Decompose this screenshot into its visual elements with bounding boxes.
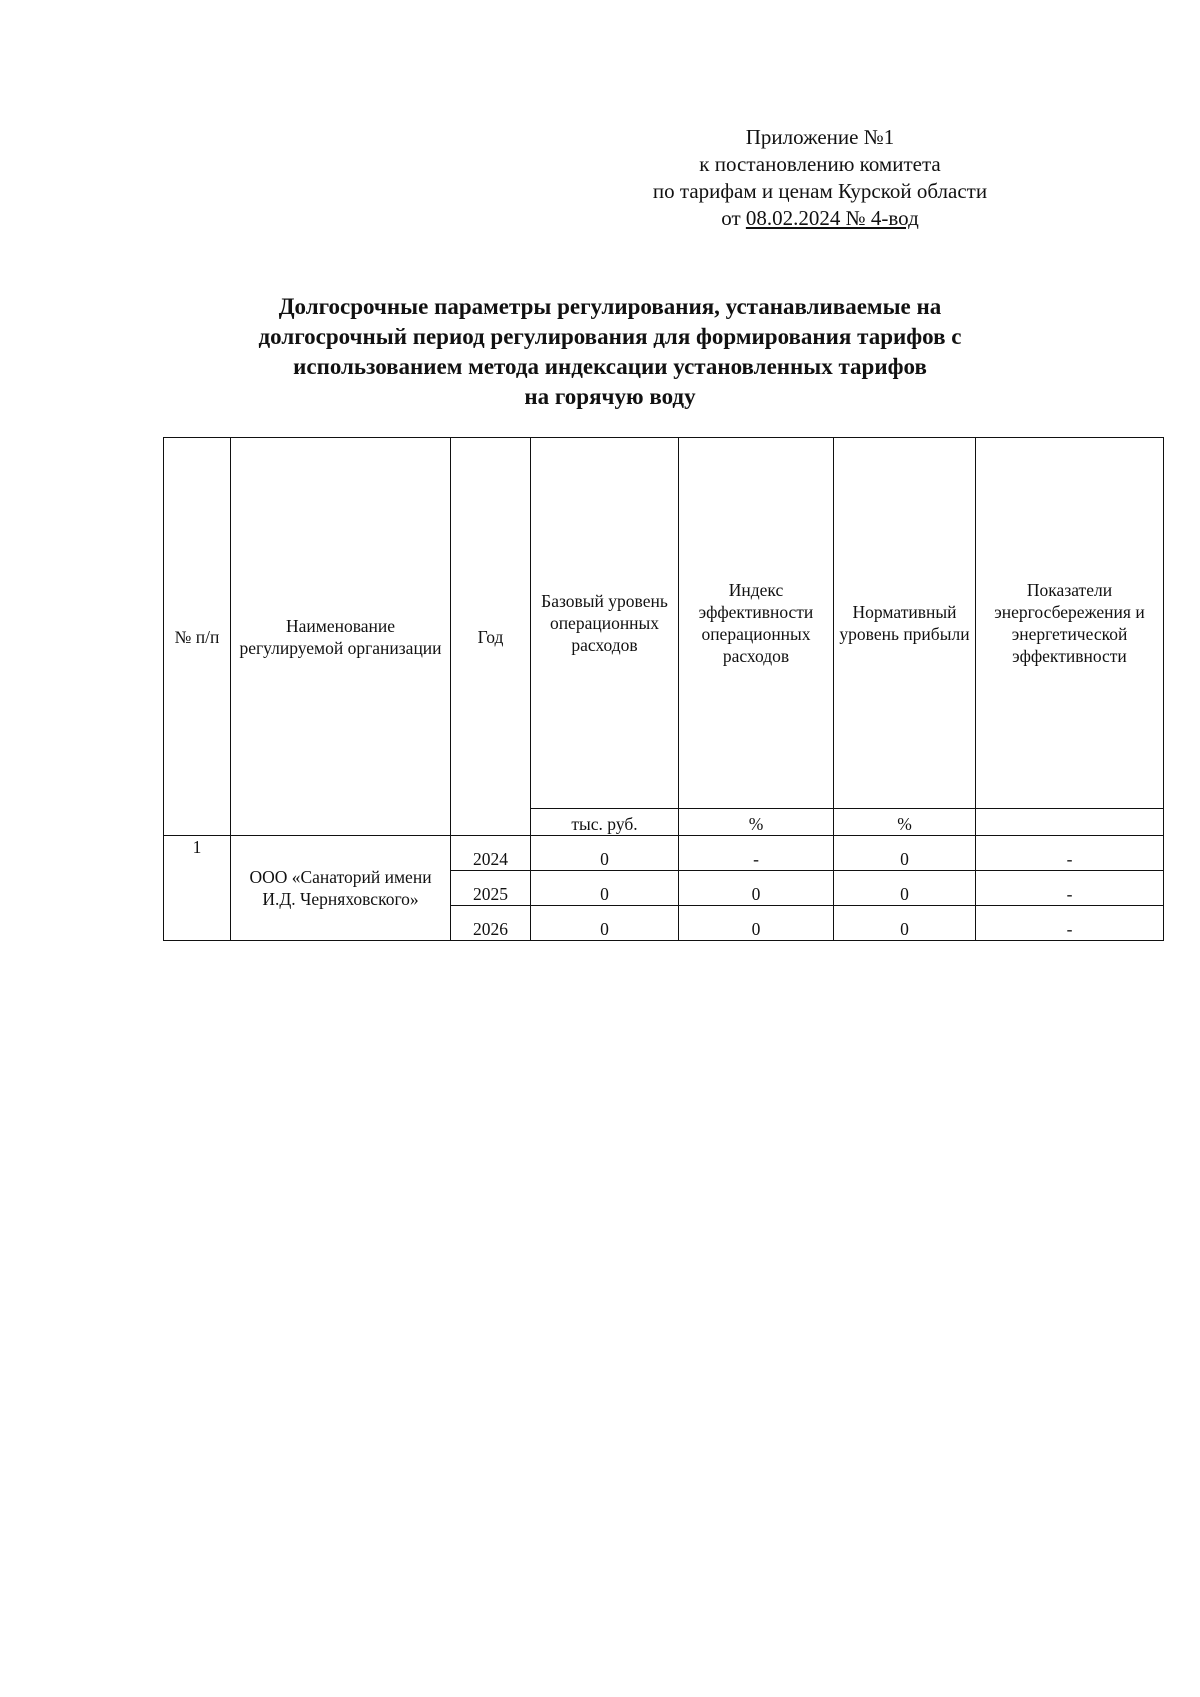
cell-profit: 0 [834,871,976,906]
header-profit: Нормативный уровень прибыли [834,438,976,809]
header-base: Базовый уровень операционных расходов [531,438,679,809]
appendix-line-4 [560,205,1080,232]
appendix-title: Приложение №1 [745,125,895,149]
cell-profit: 0 [834,836,976,871]
header-org: Наименование регулируемой организации [231,438,451,836]
cell-index: 0 [679,906,834,941]
title-line-3: использованием метода индексации установленных тарифов [293,354,927,379]
appendix-block [560,124,1080,232]
header-index: Индекс эффективности операционных расходов [679,438,834,809]
appendix-line-2: к постановлению комитета [699,152,941,176]
header-year: Год [451,438,531,836]
cell-energy: - [976,871,1164,906]
unit-profit: % [834,809,976,836]
cell-base: 0 [531,906,679,941]
cell-profit: 0 [834,906,976,941]
cell-year: 2026 [451,906,531,941]
cell-year: 2024 [451,836,531,871]
parameters-table [163,437,1164,941]
appendix-date-prefix: от [721,206,741,230]
cell-base: 0 [531,836,679,871]
cell-index: - [679,836,834,871]
row-number: 1 [164,836,231,941]
cell-index: 0 [679,871,834,906]
table-header-row [164,438,1164,809]
appendix-line-3: по тарифам и ценам Курской области [652,179,988,203]
cell-energy: - [976,906,1164,941]
cell-base: 0 [531,871,679,906]
appendix-date-number: 08.02.2024 № 4-вод [745,206,919,230]
organization-name: ООО «Санаторий имени И.Д. Черняховского» [231,836,451,941]
unit-base: тыс. руб. [531,809,679,836]
document-title [150,292,1070,412]
cell-year: 2025 [451,871,531,906]
table-row [164,836,1164,871]
unit-index: % [679,809,834,836]
title-line-2: долгосрочный период регулирования для формирования тарифов с [258,324,962,349]
header-num: № п/п [164,438,231,836]
unit-energy [976,809,1164,836]
title-line-4: на горячую воду [524,384,696,409]
cell-energy: - [976,836,1164,871]
header-energy: Показатели энергосбережения и энергетической эффективности [976,438,1164,809]
title-line-1: Долгосрочные параметры регулирования, устанавливаемые на [278,294,942,319]
